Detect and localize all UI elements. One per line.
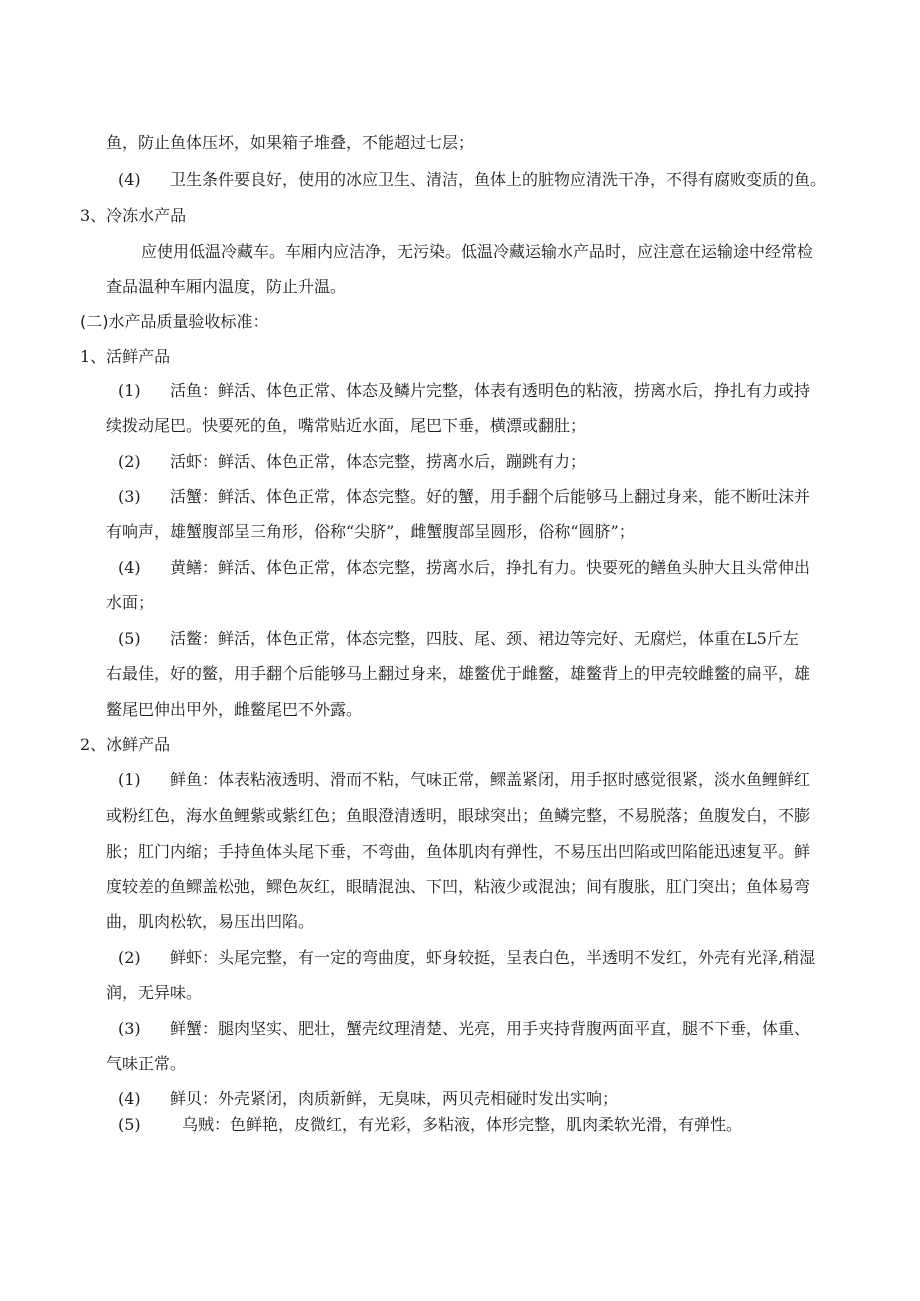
list-item: [118, 629, 799, 649]
item-text: 卫生条件要良好，使用的冰应卫生、清洁，鱼体上的脏物应清洗干净，不得有腐败变质的鱼。: [170, 170, 827, 189]
item-number: (2): [118, 452, 141, 471]
text-line: 或粉红色，海水鱼鲤紫或紫红色；鱼眼澄清透明，眼球突出；鱼鳞完整，不易脱落；鱼腹发白，不膨: [106, 806, 811, 825]
item-number: (4): [118, 558, 141, 577]
list-item: [118, 170, 826, 190]
text-line: 润，无异味。: [106, 983, 203, 1002]
item-text: 乌贼：色鲜艳，皮微红，有光彩，多粘液，体形完整，肌肉柔软光滑，有弹性。: [182, 1115, 743, 1134]
text-line: 曲，肌肉松软，易压出凹陷。: [106, 912, 315, 931]
item-text: 鲜鱼：体表粘液透明、滑而不粘，气味正常，鳏盖紧闭，用手抠时感觉很紧，淡水鱼鲤鲜红: [170, 770, 811, 789]
main-heading: (二)水产品质量验收标准：: [80, 312, 269, 331]
item-number: (3): [118, 1019, 141, 1038]
paragraph-line: 查品温种车厢内温度，防止升温。: [106, 277, 347, 296]
list-item: [118, 381, 810, 401]
item-text: 鲜虾：头尾完整，有一定的弯曲度，虾身较挺，呈表白色，半透明不发红，外壳有光泽,稍湿: [170, 948, 816, 967]
item-number: (5): [118, 1115, 141, 1134]
text-line: 鱼，防止鱼体压坏，如果箱子堆叠，不能超过七层；: [106, 133, 475, 152]
paragraph-line: 应使用低温冷藏车。车厢内应洁净，无污染。低温冷藏运输水产品时，应注意在运输途中经常检: [141, 242, 814, 261]
item-text: 鲜蟹：腿肉坚实、肥壮，蟹壳纹理清楚、光亮，用手夹持背腹两面平直，腿不下垂，体重、: [170, 1019, 811, 1038]
item-text: 活蟹：鲜活、体色正常，体态完整。好的蟹，用手翻个后能够马上翻过身来，能不断吐沫并: [170, 487, 811, 506]
item-number: (4): [118, 170, 141, 189]
text-line: 胀；肛门内缩；手持鱼体头尾下垂，不弯曲，鱼体肌肉有弹性，不易压出凹陷或凹陷能迅速复平。鲜: [106, 842, 811, 861]
text-line: 右最佳，好的鳖，用手翻个后能够马上翻过身来，雄鳖优于雌鳖，雄鳖背上的甲壳较雌鳖的扁平，雄: [106, 664, 811, 683]
item-text: 黄鳝：鲜活、体色正常，体态完整，捞离水后，挣扎有力。快要死的鳝鱼头肿大且头常伸出: [170, 558, 811, 577]
text-line: 有响声，雄蟹腹部呈三角形，俗称“尖脐”，雌蟹腹部呈圆形，俗称“圆脐”；: [106, 522, 635, 541]
item-number: (5): [118, 629, 141, 648]
list-item: [118, 1115, 742, 1135]
list-item: [118, 558, 810, 578]
item-text: 活鱼：鲜活、体色正常、体态及鳞片完整，体表有透明色的粘液，捞离水后，挣扎有力或持: [170, 381, 811, 400]
item-text: 活鳖：鲜活，体色正常，体态完整，四肢、尾、颈、裙边等完好、无腐烂，体重在L5斤左: [170, 629, 799, 648]
section-heading: 3、冷冻水产品: [80, 206, 187, 225]
text-line: 续拨动尾巴。快要死的鱼，嘴常贴近水面，尾巴下垂，横漂或翻肚；: [106, 416, 587, 435]
text-line: 度较差的鱼鳏盖松弛，鳏色灰红，眼睛混浊、下凹，粘液少或混浊；间有腹胀，肛门突出；鱼体易弯: [106, 877, 811, 896]
item-number: (3): [118, 487, 141, 506]
list-item: [118, 487, 810, 507]
text-line: 鳖尾巴伸出甲外，雌鳖尾巴不外露。: [106, 700, 363, 719]
section-heading: 1、活鲜产品: [80, 347, 171, 366]
list-item: [118, 1019, 810, 1039]
section-heading: 2、冰鲜产品: [80, 735, 171, 754]
item-number: (4): [118, 1089, 141, 1108]
text-line: 水面；: [106, 593, 155, 612]
text-line: 气味正常。: [106, 1054, 187, 1073]
list-item: [118, 452, 586, 472]
list-item: [118, 948, 815, 968]
list-item: [118, 770, 810, 790]
item-number: (1): [118, 770, 141, 789]
item-number: (1): [118, 381, 141, 400]
item-text: 鲜贝：外壳紧闭，肉质新鲜，无臭味，两贝壳相碰时发出实响；: [170, 1089, 619, 1108]
list-item: [118, 1089, 618, 1109]
item-number: (2): [118, 948, 141, 967]
item-text: 活虾：鲜活、体色正常，体态完整，捞离水后，蹦跳有力；: [170, 452, 587, 471]
